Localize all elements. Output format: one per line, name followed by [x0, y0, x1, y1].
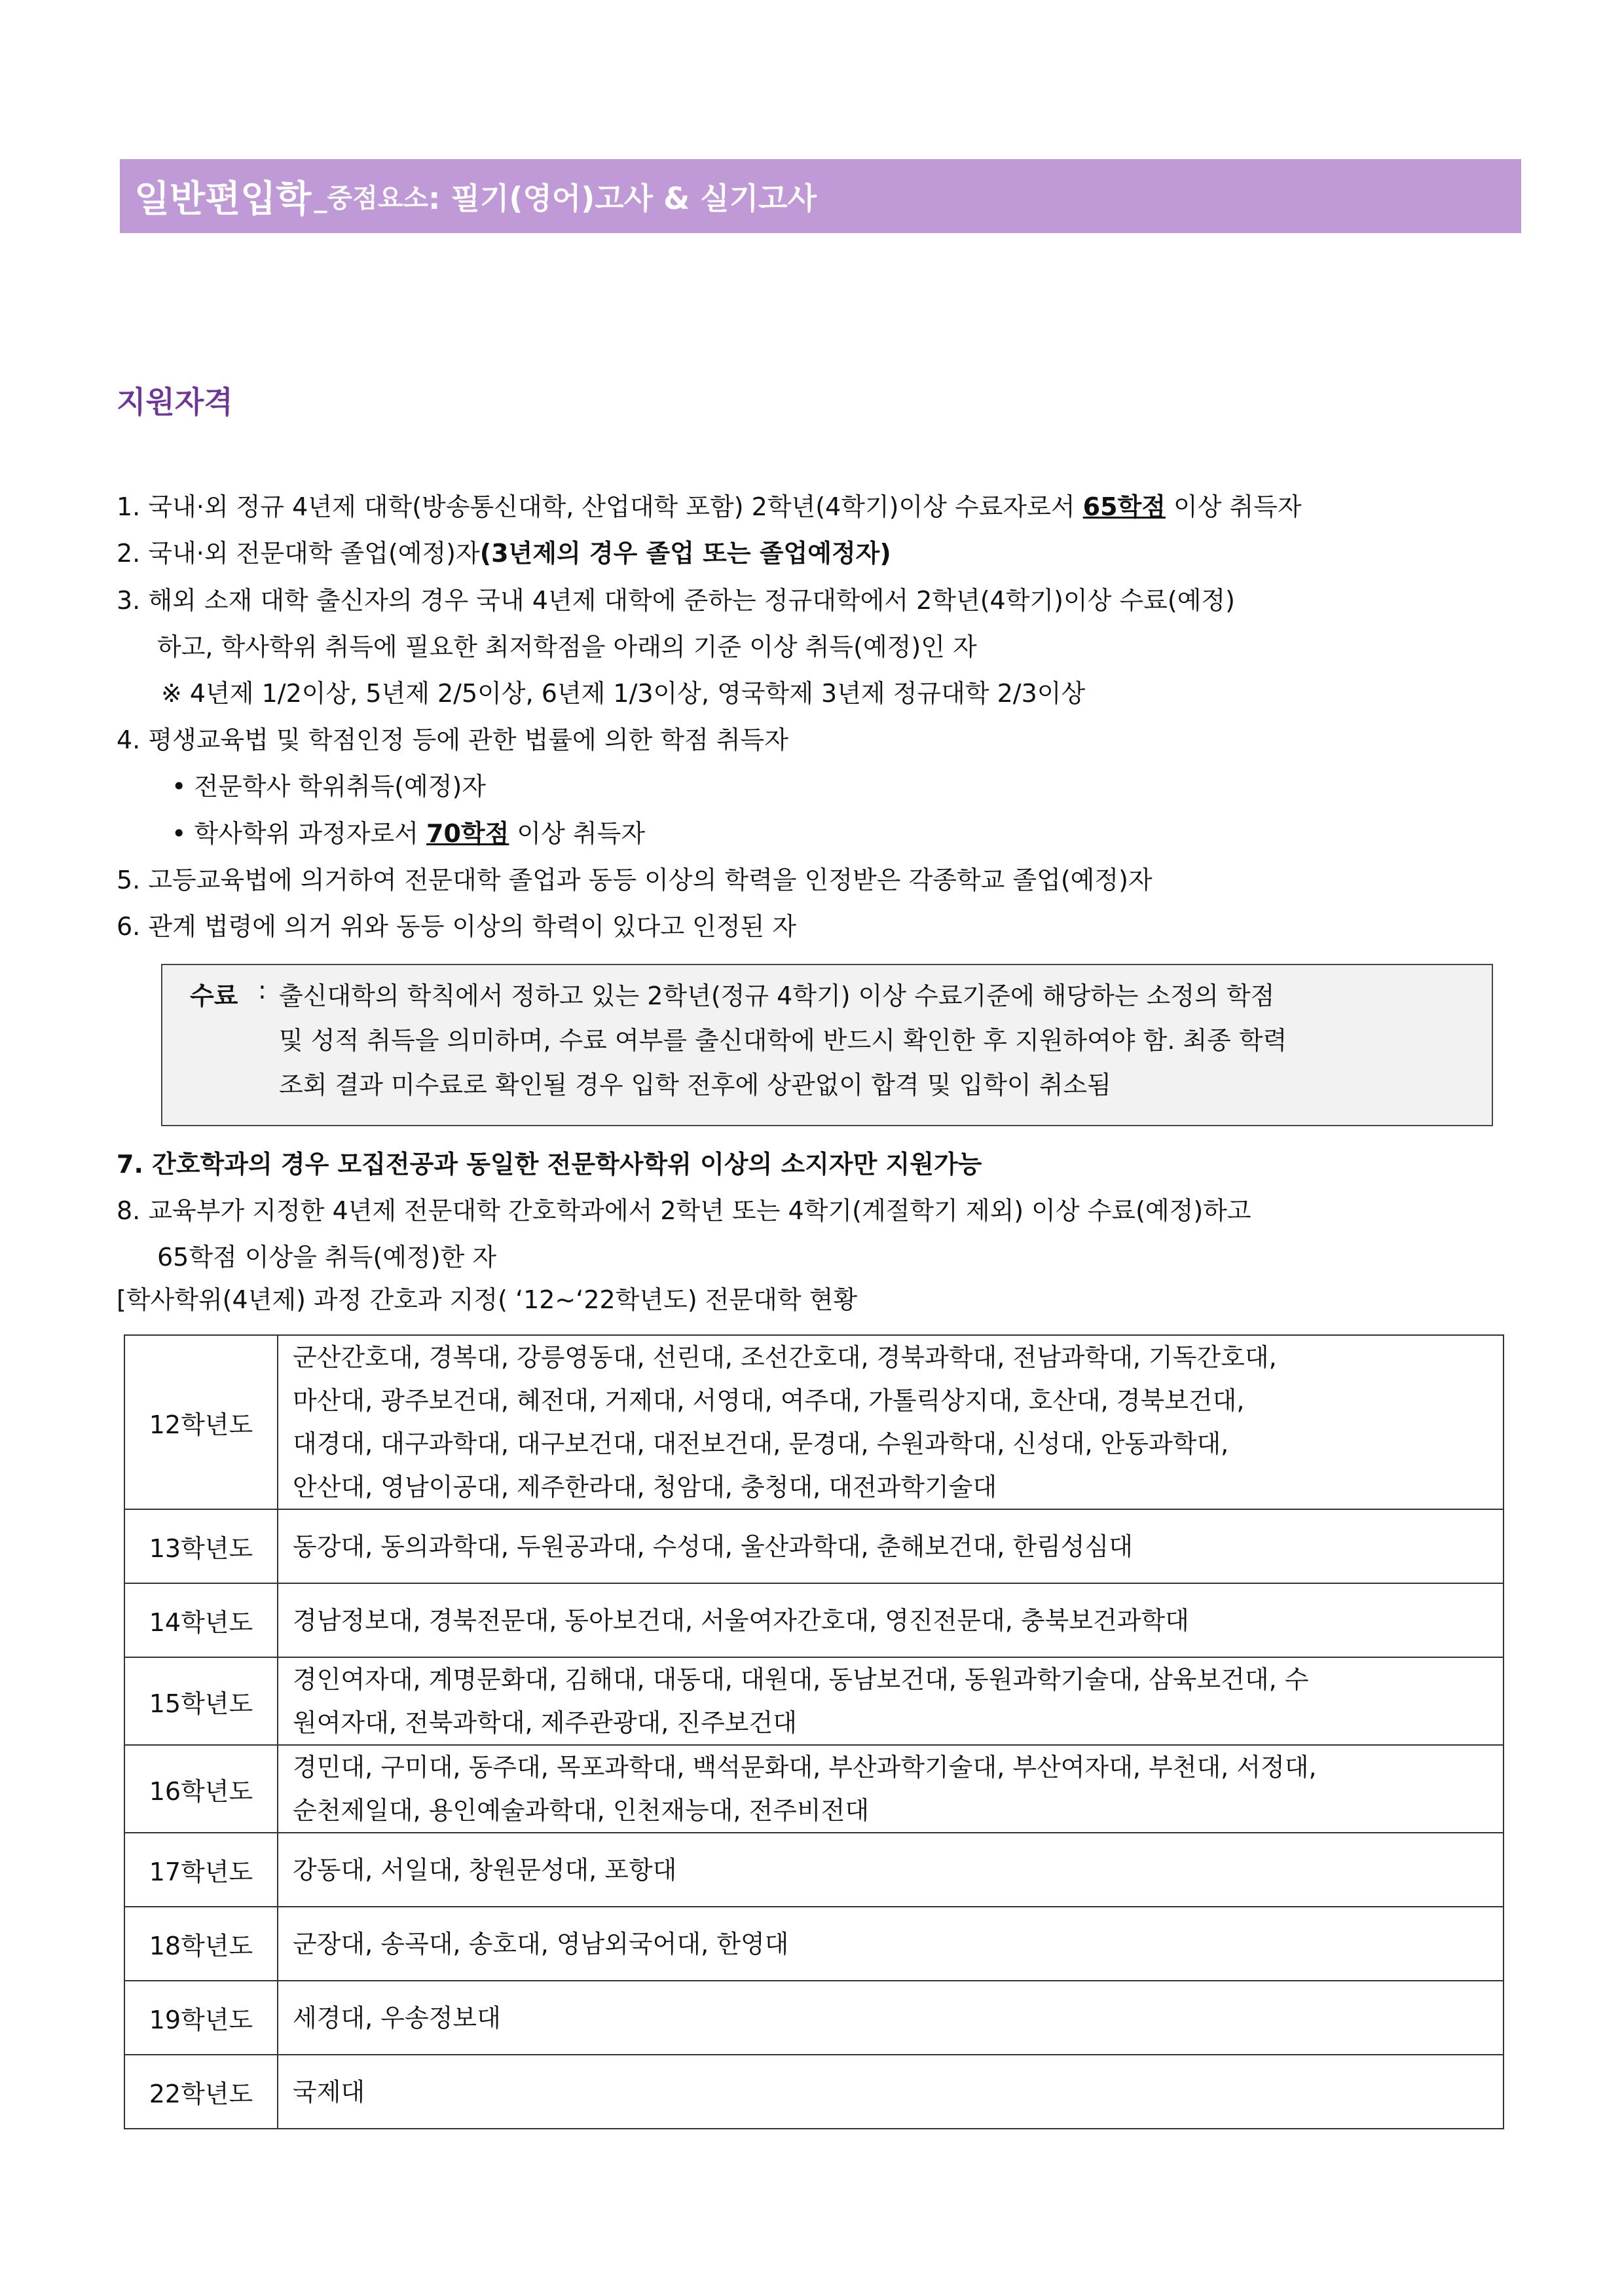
year-cell: 13학년도 [124, 1509, 278, 1583]
college-list-line: 국제대 [293, 2077, 365, 2106]
college-list-line: 강동대, 서일대, 창원문성대, 포항대 [293, 1855, 677, 1884]
table-row [124, 1833, 1504, 1907]
college-list-line: 경남정보대, 경북전문대, 동아보건대, 서울여자간호대, 영진전문대, 충북보건과학대 [293, 1606, 1189, 1635]
item-3-continued: 하고, 학사학위 취득에 필요한 최저학점을 아래의 기준 이상 취득(예정)인 자 [157, 633, 977, 661]
item-3-note: ※ 4년제 1/2이상, 5년제 2/5이상, 6년제 1/3이상, 영국학제 3년제 정규대학 2/3이상 [161, 679, 1086, 708]
item-1: 1. 국내·외 정규 4년제 대학(방송통신대학, 산업대학 포함) 2학년(4학기)이상 수료자로서 65학점 이상 취득자 [117, 492, 1302, 521]
item-4-bullet-1: • 전문학사 학위취득(예정)자 [172, 772, 487, 801]
table-row [124, 1981, 1504, 2055]
college-list-line: 경민대, 구미대, 동주대, 목포과학대, 백석문화대, 부산과학기술대, 부산여자대, 부천대, 서정대, [293, 1753, 1317, 1782]
banner-main: 일반편입학 [134, 177, 312, 221]
college-list-line: 경인여자대, 계명문화대, 김해대, 대동대, 대원대, 동남보건대, 동원과학기술대, 삼육보건대, 수 [293, 1665, 1309, 1694]
college-list-cell [278, 1907, 1504, 1981]
banner-rest: : 필기(영어)고사 & 실기고사 [428, 180, 817, 216]
college-list-line: 군장대, 송곡대, 송호대, 영남외국어대, 한영대 [293, 1929, 789, 1958]
note-colon: : [258, 976, 267, 1004]
item-2: 2. 국내·외 전문대학 졸업(예정)자(3년제의 경우 졸업 또는 졸업예정자) [117, 539, 891, 568]
credit-70: 70학점 [426, 819, 509, 848]
table-row [124, 1509, 1504, 1583]
college-list-line: 순천제일대, 용인예술과학대, 인천재능대, 전주비전대 [293, 1796, 870, 1825]
year-cell: 18학년도 [124, 1907, 278, 1981]
item-7: 7. 간호학과의 경우 모집전공과 동일한 전문학사학위 이상의 소지자만 지원가능 [117, 1150, 982, 1179]
table-row [124, 1907, 1504, 1981]
item-5: 5. 고등교육법에 의거하여 전문대학 졸업과 동등 이상의 학력을 인정받은 각종학교 졸업(예정)자 [117, 866, 1153, 894]
table-row [124, 1745, 1504, 1833]
college-list-line: 안산대, 영남이공대, 제주한라대, 청암대, 충청대, 대전과학기술대 [293, 1473, 997, 1501]
note-line-3: 조회 결과 미수료로 확인될 경우 입학 전후에 상관없이 합격 및 입학이 취소됨 [279, 1071, 1111, 1099]
table-caption: [학사학위(4년제) 과정 간호과 지정( ‘12~‘22학년도) 전문대학 현황 [117, 1285, 858, 1314]
college-list-line: 동강대, 동의과학대, 두원공과대, 수성대, 울산과학대, 춘해보건대, 한림성심대 [293, 1532, 1133, 1561]
completion-note-box [161, 964, 1493, 1126]
year-cell: 16학년도 [124, 1745, 278, 1833]
college-list-cell [278, 2055, 1504, 2129]
item-3: 3. 해외 소재 대학 출신자의 경우 국내 4년제 대학에 준하는 정규대학에서 2학년(4학기)이상 수료(예정) [117, 586, 1235, 615]
nursing-college-table [124, 1334, 1504, 2129]
college-list-line: 세경대, 우송정보대 [293, 2003, 501, 2032]
credit-65: 65학점 [1082, 492, 1166, 521]
year-cell: 19학년도 [124, 1981, 278, 2055]
college-list-line: 군산간호대, 경복대, 강릉영동대, 선린대, 조선간호대, 경북과학대, 전남과학대, 기독간호대, [293, 1343, 1277, 1372]
college-list-line: 대경대, 대구과학대, 대구보건대, 대전보건대, 문경대, 수원과학대, 신성대, 안동과학대, [293, 1429, 1229, 1458]
item-4-bullet-2: • 학사학위 과정자로서 70학점 이상 취득자 [172, 819, 646, 848]
year-cell: 14학년도 [124, 1583, 278, 1657]
item-8-continued: 65학점 이상을 취득(예정)한 자 [157, 1243, 497, 1272]
college-list-line: 마산대, 광주보건대, 혜전대, 거제대, 서영대, 여주대, 가톨릭상지대, 호산대, 경북보건대, [293, 1386, 1245, 1415]
college-list-cell [278, 1833, 1504, 1907]
note-label: 수료 [190, 982, 238, 1010]
college-list-cell [278, 1657, 1504, 1745]
year-cell: 15학년도 [124, 1657, 278, 1745]
note-line-1: 출신대학의 학칙에서 정하고 있는 2학년(정규 4학기) 이상 수료기준에 해당하는 소정의 학점 [279, 982, 1275, 1010]
year-cell: 12학년도 [124, 1335, 278, 1509]
college-list-cell [278, 1745, 1504, 1833]
table-row [124, 1583, 1504, 1657]
year-cell: 17학년도 [124, 1833, 278, 1907]
section-title: 지원자격 [117, 384, 233, 420]
item-8: 8. 교육부가 지정한 4년제 전문대학 간호학과에서 2학년 또는 4학기(계절학기 제외) 이상 수료(예정)하고 [117, 1196, 1251, 1225]
note-line-2: 및 성적 취득을 의미하며, 수료 여부를 출신대학에 반드시 확인한 후 지원하여야 함. 최종 학력 [279, 1026, 1287, 1055]
table-row [124, 1335, 1504, 1509]
college-list-cell [278, 1335, 1504, 1509]
item-6: 6. 관계 법령에 의거 위와 동등 이상의 학력이 있다고 인정된 자 [117, 912, 797, 941]
table-row [124, 1657, 1504, 1745]
college-list-cell [278, 1583, 1504, 1657]
college-list-line: 원여자대, 전북과학대, 제주관광대, 진주보건대 [293, 1708, 797, 1737]
banner-sub: _중점요소 [314, 183, 429, 213]
table-row [124, 2055, 1504, 2129]
college-list-cell [278, 1981, 1504, 2055]
item-4: 4. 평생교육법 및 학점인정 등에 관한 법률에 의한 학점 취득자 [117, 725, 788, 754]
college-list-cell [278, 1509, 1504, 1583]
year-cell: 22학년도 [124, 2055, 278, 2129]
title-banner [120, 159, 1521, 233]
